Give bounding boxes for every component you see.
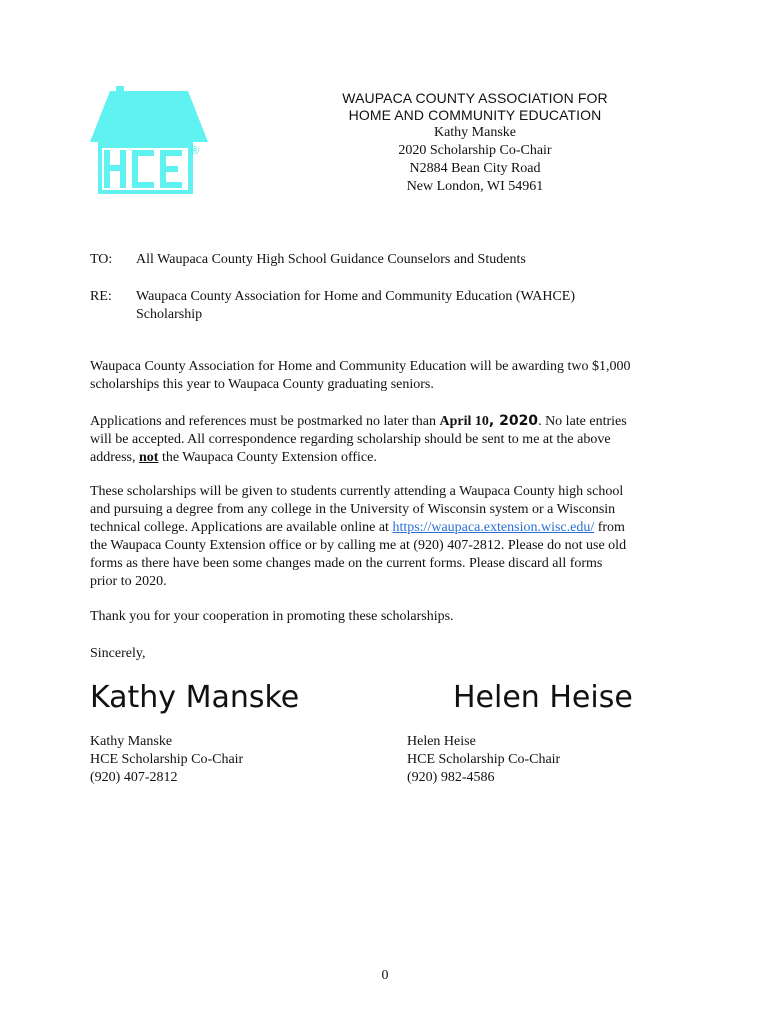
org-name-line1: WAUPACA COUNTY ASSOCIATION FOR	[342, 90, 608, 106]
signer-title-left: HCE Scholarship Co-Chair	[90, 752, 244, 767]
p3-line3-post: from	[594, 520, 625, 535]
paragraph-award	[90, 358, 690, 394]
to-text: All Waupaca County High School Guidance Counselors and Students	[136, 252, 526, 267]
extension-website-link[interactable]: https://waupaca.extension.wisc.edu/	[392, 520, 595, 535]
sender-title: 2020 Scholarship Co-Chair	[398, 143, 552, 158]
paragraph-deadline	[90, 412, 690, 467]
re-label: RE:	[90, 289, 112, 304]
p2-line3-post: the Waupaca County Extension office.	[158, 450, 377, 465]
p2-post: . No late entries	[538, 414, 627, 429]
signature-right: Helen Heise	[453, 680, 633, 715]
p3-line2: and pursuing a degree from any college in the University of Wisconsin system or a Wisconsin	[90, 502, 616, 517]
hce-logo	[88, 86, 212, 194]
p3-line3-pre: technical college. Applications are available online at	[90, 520, 393, 535]
letterhead	[300, 90, 650, 196]
deadline-year: , 2020	[488, 413, 539, 429]
sender-name: Kathy Manske	[433, 125, 517, 140]
re-line1: Waupaca County Association for Home and Community Education (WAHCE)	[136, 289, 576, 304]
p2-pre: Applications and references must be postmarked no later than	[90, 414, 440, 429]
not-emphasis: not	[139, 450, 159, 465]
registered-mark: ®	[191, 145, 200, 157]
signature-left: Kathy Manske	[90, 680, 300, 715]
re-text	[136, 288, 696, 324]
p3-line5: forms as there have been some changes made on the current forms. Please discard all forms	[90, 556, 603, 571]
org-name-line2: HOME AND COMMUNITY EDUCATION	[348, 107, 602, 123]
signer-block-left	[90, 733, 243, 787]
p3-line4: the Waupaca County Extension office or by calling me at (920) 407-2812. Please do not use old	[90, 538, 627, 553]
signer-name-left: Kathy Manske	[90, 734, 173, 749]
signer-name-right: Helen Heise	[407, 734, 476, 749]
sender-city: New London, WI 54961	[406, 179, 544, 194]
to-label: TO:	[90, 252, 113, 267]
re-line2: Scholarship	[136, 307, 203, 322]
signer-phone-left: (920) 407-2812	[90, 770, 178, 785]
closing: Sincerely,	[90, 646, 146, 661]
sender-street: N2884 Bean City Road	[409, 161, 541, 176]
paragraph-eligibility	[90, 483, 690, 591]
p2-line3-pre: address,	[90, 450, 139, 465]
p1-line2: scholarships this year to Waupaca County graduating seniors.	[90, 377, 434, 392]
p3-line6: prior to 2020.	[90, 574, 167, 589]
page-number: 0	[381, 968, 389, 983]
p3-line1: These scholarships will be given to students currently attending a Waupaca County high school	[90, 484, 624, 499]
signer-title-right: HCE Scholarship Co-Chair	[407, 752, 561, 767]
p2-line2: will be accepted. All correspondence regarding scholarship should be sent to me at the above	[90, 432, 611, 447]
p1-line1: Waupaca County Association for Home and Community Education will be awarding two $1,000	[90, 359, 631, 374]
signer-block-right	[407, 733, 560, 787]
deadline-month: April 10	[439, 414, 489, 429]
paragraph-thanks: Thank you for your cooperation in promoting these scholarships.	[90, 609, 454, 624]
signer-phone-right: (920) 982-4586	[407, 770, 495, 785]
